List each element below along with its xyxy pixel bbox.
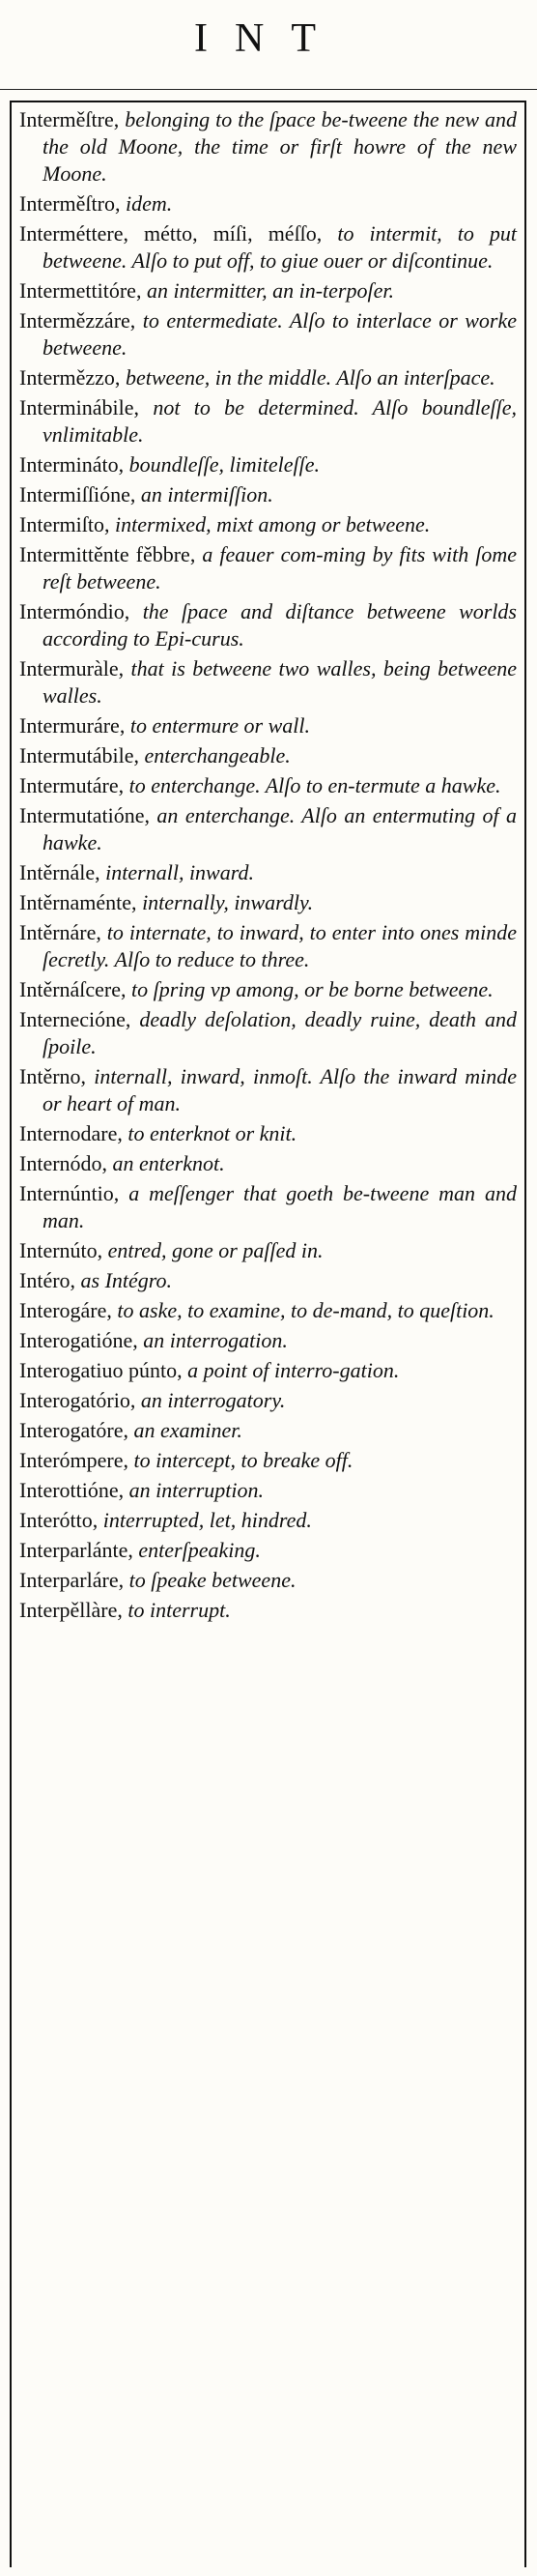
- entry-headword: Interměſtre,: [19, 107, 120, 131]
- entry-definition: an interrogation.: [137, 1328, 288, 1352]
- entry-definition: internall, inward, inmoſt. Alſo the inward minde or heart of man.: [42, 1064, 517, 1115]
- entry-headword: Intermináto,: [19, 452, 125, 477]
- dictionary-entry: [19, 889, 517, 916]
- entry-headword: Intěrnaménte,: [19, 890, 137, 914]
- entry-headword: Intermězzáre,: [19, 308, 136, 333]
- entry-definition: enterſpeaking.: [132, 1538, 261, 1562]
- entry-headword: Interpěllàre,: [19, 1598, 123, 1622]
- dictionary-entry: [19, 1357, 517, 1384]
- entry-headword: Intermuráre,: [19, 713, 126, 738]
- entry-definition: idem.: [120, 191, 173, 216]
- entry-definition: to entermediate. Alſo to interlace or worke betweene.: [42, 308, 517, 360]
- entry-headword: Intermězzo,: [19, 365, 121, 390]
- entry-headword: Interogatiuo púnto,: [19, 1358, 183, 1382]
- entry-headword: Intermettitóre,: [19, 278, 142, 303]
- entry-definition: to enterchange. Alſo to en-termute a hawke.: [124, 773, 501, 797]
- entry-headword: Interměſtro,: [19, 191, 121, 216]
- entry-definition: to ſpring vp among, or be borne betweene.: [126, 977, 494, 1001]
- entry-headword: Interparláre,: [19, 1568, 125, 1592]
- entry-definition: betweene, in the middle. Alſo an interſpace.: [120, 365, 495, 390]
- dictionary-entry: [19, 481, 517, 508]
- dictionary-entry: [19, 1537, 517, 1564]
- entry-definition: deadly deſolation, deadly ruine, death and ſpoile.: [42, 1007, 517, 1058]
- dictionary-entry: [19, 1120, 517, 1147]
- entry-definition: to ſpeake betweene.: [124, 1568, 297, 1592]
- entry-headword: Intermutábile,: [19, 743, 140, 767]
- entry-headword: Internúntio,: [19, 1181, 120, 1205]
- entry-headword: Intěrnále,: [19, 860, 100, 884]
- entry-headword: Interméttere, métto, míſi, méſſo,: [19, 221, 323, 246]
- entry-headword: Intermuràle,: [19, 656, 125, 680]
- entry-definition: an enterchange. Alſo an entermuting of a hawke.: [42, 803, 517, 854]
- entry-definition: an intermiſſion.: [135, 482, 273, 507]
- dictionary-entry: [19, 598, 517, 652]
- entry-definition: the ſpace and diſtance betweene worlds according to Epi-curus.: [42, 599, 517, 651]
- dictionary-entry: [19, 451, 517, 478]
- entry-headword: Internodare,: [19, 1121, 123, 1145]
- entry-headword: Interminábile,: [19, 395, 140, 420]
- entry-definition: entred, gone or paſſed in.: [102, 1238, 324, 1262]
- dictionary-entry: [19, 364, 517, 391]
- entry-headword: Intermittěnte fěbbre,: [19, 542, 196, 566]
- dictionary-entry: [19, 1063, 517, 1117]
- entry-definition: intermixed, mixt among or betweene.: [109, 512, 431, 536]
- dictionary-entry: [19, 1597, 517, 1624]
- entry-definition: to enterknot or knit.: [122, 1121, 297, 1145]
- entry-headword: Internódo,: [19, 1151, 108, 1175]
- entry-definition: not to be determined. Alſo boundleſſe, vnlimitable.: [42, 395, 517, 447]
- entry-headword: Interottióne,: [19, 1478, 125, 1502]
- dictionary-entry: [19, 190, 517, 217]
- entry-definition: to internate, to inward, to enter into ones minde ſecretly. Alſo to reduce to three.: [42, 920, 517, 971]
- dictionary-entry: [19, 976, 517, 1003]
- entry-headword: Intéro,: [19, 1268, 76, 1292]
- dictionary-entry: [19, 307, 517, 362]
- dictionary-entry: [19, 277, 517, 304]
- entry-definition: to interrupt.: [122, 1598, 231, 1622]
- dictionary-entry: [19, 541, 517, 595]
- entry-headword: Interogatório,: [19, 1388, 136, 1412]
- entry-definition: an intermitter, an in-terpoſer.: [141, 278, 394, 303]
- entry-definition: as Intégro.: [75, 1268, 173, 1292]
- dictionary-entry: [19, 772, 517, 799]
- entry-headword: Interómpere,: [19, 1448, 128, 1472]
- entry-headword: Intermiſſióne,: [19, 482, 136, 507]
- entry-headword: Internecióne,: [19, 1007, 131, 1031]
- dictionary-entry: [19, 742, 517, 769]
- dictionary-entry: [19, 1387, 517, 1414]
- entry-definition: to intermit, to put betweene. Alſo to put off, to giue ouer or diſcontinue.: [42, 221, 518, 273]
- dictionary-entry: [19, 1237, 517, 1264]
- entry-headword: Interogatióne,: [19, 1328, 138, 1352]
- entry-definition: internally, inwardly.: [136, 890, 314, 914]
- entry-headword: Intěrno,: [19, 1064, 87, 1088]
- entry-definition: interrupted, let, hindred.: [98, 1508, 312, 1532]
- entry-definition: boundleſſe, limiteleſſe.: [124, 452, 320, 477]
- entry-headword: Interogatóre,: [19, 1418, 128, 1442]
- entry-definition: belonging to the ſpace be-tweene the new and the old Moone, the time or firſt howre of the new Moone.: [42, 107, 517, 186]
- entry-headword: Internúto,: [19, 1238, 103, 1262]
- entry-definition: a feauer com-ming by fits with ſome reſt betweene.: [42, 542, 517, 593]
- dictionary-entry: [19, 1477, 517, 1504]
- dictionary-entry: [19, 1150, 517, 1177]
- entry-headword: Intermutatióne,: [19, 803, 151, 827]
- dictionary-entry: [19, 655, 517, 709]
- entry-definition: to entermure or wall.: [125, 713, 311, 738]
- dictionary-entry: [19, 511, 517, 538]
- dictionary-entry: [19, 394, 517, 449]
- dictionary-entry: [19, 1297, 517, 1324]
- entries-column: [19, 106, 517, 1627]
- page-header: INT: [194, 16, 343, 61]
- entry-definition: an enterknot.: [107, 1151, 225, 1175]
- entry-headword: Intěrnáſcere,: [19, 977, 127, 1001]
- entry-headword: Intermutáre,: [19, 773, 125, 797]
- dictionary-entry: [19, 1507, 517, 1534]
- entry-headword: Interótto,: [19, 1508, 99, 1532]
- dictionary-entry: [19, 1180, 517, 1234]
- dictionary-entry: [19, 220, 517, 275]
- dictionary-entry: [19, 802, 517, 856]
- entry-headword: Interparlánte,: [19, 1538, 133, 1562]
- entry-headword: Intermóndio,: [19, 599, 130, 623]
- entry-headword: Interogáre,: [19, 1298, 112, 1322]
- entry-headword: Intěrnáre,: [19, 920, 101, 944]
- dictionary-entry: [19, 106, 517, 188]
- entry-definition: a point of interro-gation.: [182, 1358, 400, 1382]
- entry-definition: that is betweene two walles, being betweene walles.: [42, 656, 517, 708]
- entry-definition: an interrogatory.: [135, 1388, 286, 1412]
- entry-headword: Intermiſto,: [19, 512, 110, 536]
- dictionary-entry: [19, 1327, 517, 1354]
- dictionary-entry: [19, 1417, 517, 1444]
- entry-definition: an examiner.: [128, 1418, 242, 1442]
- dictionary-entry: [19, 1006, 517, 1060]
- dictionary-entry: [19, 1267, 517, 1294]
- dictionary-entry: [19, 919, 517, 973]
- entry-definition: an interruption.: [124, 1478, 264, 1502]
- entry-definition: a meſſenger that goeth be-tweene man and man.: [42, 1181, 517, 1232]
- entry-definition: enterchangeable.: [139, 743, 291, 767]
- entry-definition: internall, inward.: [99, 860, 254, 884]
- dictionary-entry: [19, 1447, 517, 1474]
- dictionary-entry: [19, 859, 517, 886]
- header-rule: [0, 89, 537, 90]
- entry-definition: to intercept, to breake off.: [128, 1448, 353, 1472]
- entry-definition: to aske, to examine, to de-mand, to queſtion.: [111, 1298, 495, 1322]
- dictionary-entry: [19, 1567, 517, 1594]
- dictionary-entry: [19, 712, 517, 739]
